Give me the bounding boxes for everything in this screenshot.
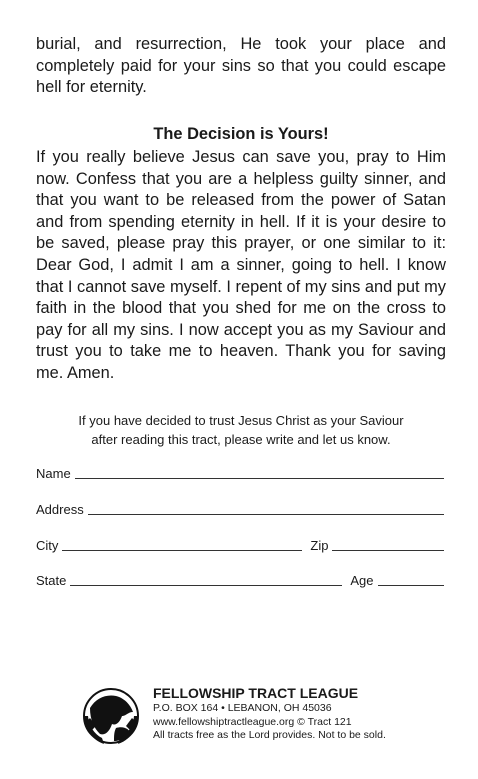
invitation-text — [36, 411, 446, 449]
name-label: Name — [36, 466, 71, 481]
address-label: Address — [36, 502, 84, 517]
city-field[interactable] — [62, 550, 302, 551]
zip-label: Zip — [310, 538, 329, 553]
form-row-state — [36, 568, 444, 588]
intro-paragraph: burial, and resurrection, He took your place and completely paid for your sins so that you could escape hell for eternity. — [36, 35, 446, 97]
globe-hands-icon — [80, 686, 142, 748]
org-name: FELLOWSHIP TRACT LEAGUE — [153, 685, 359, 701]
age-label: Age — [350, 573, 374, 588]
name-field[interactable] — [75, 478, 444, 479]
org-info — [153, 684, 453, 743]
age-field[interactable] — [378, 585, 445, 586]
form-row-city — [36, 533, 444, 553]
section-heading: The Decision is Yours! — [153, 125, 329, 143]
logo-graphic — [80, 686, 142, 748]
state-label: State — [36, 573, 67, 588]
form-row-address — [36, 497, 444, 517]
prayer-paragraph: If you really believe Jesus can save you, pray to Him now. Confess that you are a helpless guilty sinner, and that you want to be released from the power of Satan and from spending eternity in hell. If it is your desire to be saved, please pray this prayer, or one similar to it: Dear God, I admit I am a sinner, going to hell. I know that I cannot save myself. I repent of my sins and put my faith in the blood that you shed for me on the cross to pay for all my sins. I now accept you as my Saviour and trust you to take me to heaven. Thank you for saving me. Amen. — [36, 148, 446, 382]
state-field[interactable] — [70, 585, 342, 586]
invitation-line-1: If you have decided to trust Jesus Christ as your Saviour — [78, 413, 404, 428]
org-website: www.fellowshiptractleague.org © Tract 121 — [153, 715, 352, 728]
org-address: P.O. BOX 164 • LEBANON, OH 45036 — [153, 702, 332, 714]
form-row-name — [36, 461, 444, 481]
invitation-line-2: after reading this tract, please write and let us know. — [91, 432, 391, 447]
address-field[interactable] — [88, 514, 444, 515]
org-note: All tracts free as the Lord provides. Not to be sold. — [153, 729, 386, 741]
zip-field[interactable] — [332, 550, 444, 551]
city-label: City — [36, 538, 59, 553]
